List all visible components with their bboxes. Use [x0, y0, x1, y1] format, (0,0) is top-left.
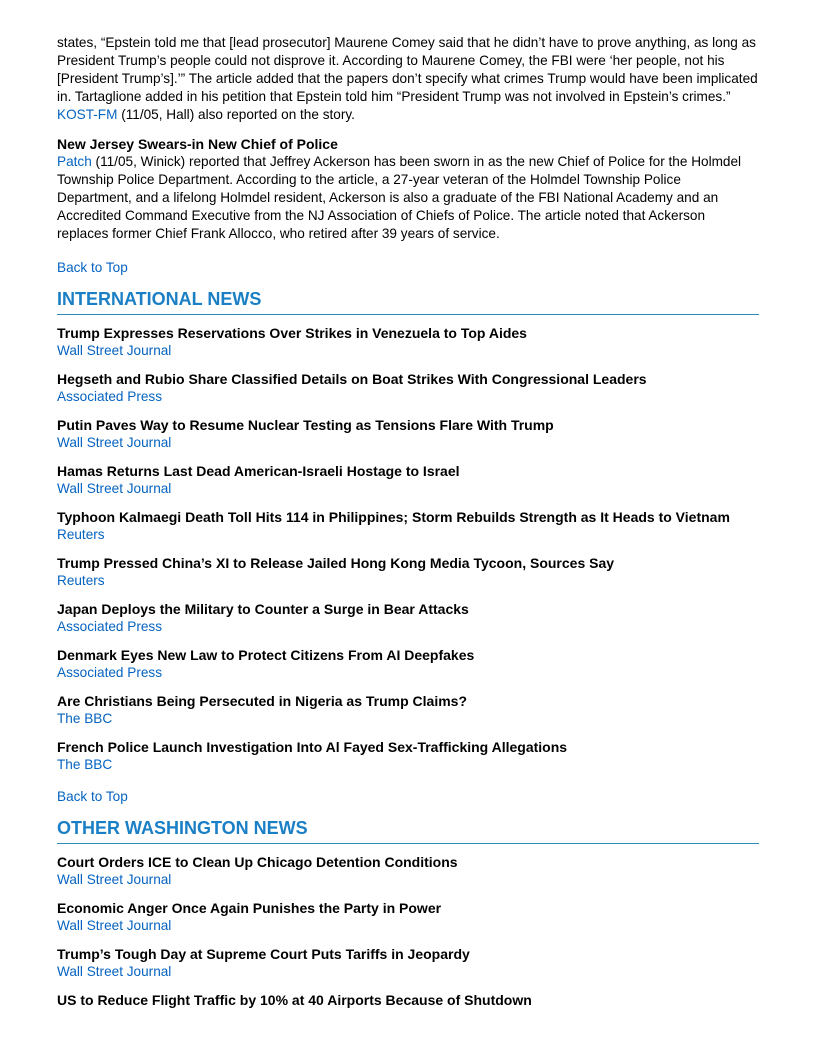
intro-text: states, “Epstein told me that [lead prosecutor] Maurene Comey said that he didn’t have to prove anything, as long as President Trump’s people could not disprove it. According to Maurene Comey, the FBI were ‘her people, not his [President Trump’s].’” The article added that the papers don’t specify what crimes Trump would have been implicated in. Tartaglione added in his petition that Epstein told him “President Trump was not involved in Epstein’s crimes.”: [57, 35, 758, 104]
list-item: [57, 554, 759, 590]
headline: Hamas Returns Last Dead American-Israeli Hostage to Israel: [57, 463, 460, 479]
nj-police-story: [57, 135, 759, 243]
list-item: [57, 600, 759, 636]
washington-news-list: [57, 853, 759, 1009]
list-item: [57, 899, 759, 935]
headline: Typhoon Kalmaegi Death Toll Hits 114 in Philippines; Storm Rebuilds Strength as It Heads to Vietnam: [57, 509, 730, 525]
list-item: [57, 370, 759, 406]
list-item: [57, 416, 759, 452]
back-to-top-link[interactable]: Back to Top: [57, 260, 128, 275]
headline: Putin Paves Way to Resume Nuclear Testing as Tensions Flare With Trump: [57, 417, 554, 433]
source-link[interactable]: Wall Street Journal: [57, 481, 172, 496]
list-item: [57, 462, 759, 498]
story-body: [57, 153, 759, 243]
list-item: [57, 738, 759, 774]
source-link[interactable]: Wall Street Journal: [57, 872, 172, 887]
headline: Denmark Eyes New Law to Protect Citizens From AI Deepfakes: [57, 647, 475, 663]
list-item: [57, 646, 759, 682]
source-link[interactable]: Associated Press: [57, 619, 163, 634]
list-item: [57, 324, 759, 360]
source-link[interactable]: Reuters: [57, 527, 105, 542]
headline: US to Reduce Flight Traffic by 10% at 40 Airports Because of Shutdown: [57, 992, 532, 1008]
headline: Hegseth and Rubio Share Classified Details on Boat Strikes With Congressional Leaders: [57, 371, 647, 387]
headline: Japan Deploys the Military to Counter a Surge in Bear Attacks: [57, 601, 469, 617]
headline: Trump’s Tough Day at Supreme Court Puts Tariffs in Jeopardy: [57, 946, 470, 962]
other-washington-news-heading: OTHER WASHINGTON NEWS: [57, 817, 759, 844]
international-news-heading: INTERNATIONAL NEWS: [57, 288, 759, 315]
list-item: [57, 991, 759, 1009]
list-item: [57, 692, 759, 728]
source-link[interactable]: Reuters: [57, 573, 105, 588]
source-link[interactable]: The BBC: [57, 711, 113, 726]
list-item: [57, 853, 759, 889]
source-link[interactable]: Wall Street Journal: [57, 435, 172, 450]
back-to-top-link[interactable]: Back to Top: [57, 789, 128, 804]
source-link[interactable]: The BBC: [57, 757, 113, 772]
intro-text-end: (11/05, Hall) also reported on the story.: [117, 107, 355, 122]
headline: Economic Anger Once Again Punishes the Party in Power: [57, 900, 442, 916]
newsletter-page: [57, 34, 759, 1019]
list-item: [57, 508, 759, 544]
kost-fm-link[interactable]: KOST-FM: [57, 107, 118, 122]
source-link[interactable]: Wall Street Journal: [57, 343, 172, 358]
headline: Are Christians Being Persecuted in Nigeria as Trump Claims?: [57, 693, 468, 709]
source-link[interactable]: Associated Press: [57, 665, 163, 680]
headline: French Police Launch Investigation Into Al Fayed Sex-Trafficking Allegations: [57, 739, 568, 755]
source-link[interactable]: Associated Press: [57, 389, 163, 404]
story-title: New Jersey Swears-in New Chief of Police: [57, 136, 338, 152]
list-item: [57, 945, 759, 981]
international-news-list: [57, 324, 759, 774]
headline: Trump Pressed China’s XI to Release Jailed Hong Kong Media Tycoon, Sources Say: [57, 555, 615, 571]
intro-paragraph: [57, 34, 759, 124]
patch-link[interactable]: Patch: [57, 154, 92, 169]
headline: Court Orders ICE to Clean Up Chicago Detention Conditions: [57, 854, 458, 870]
headline: Trump Expresses Reservations Over Strikes in Venezuela to Top Aides: [57, 325, 527, 341]
story-body-text: (11/05, Winick) reported that Jeffrey Ackerson has been sworn in as the new Chief of Police for the Holmdel Township Police Department. According to the article, a 27-year veteran of the Holmdel Township Police Department, and a lifelong Holmdel resident, Ackerson is also a graduate of the FBI National Academy and an Accredited Command Executive from the NJ Association of Chiefs of Police. The article noted that Ackerson replaces former Chief Frank Allocco, who retired after 39 years of service.: [57, 154, 742, 241]
source-link[interactable]: Wall Street Journal: [57, 964, 172, 979]
source-link[interactable]: Wall Street Journal: [57, 918, 172, 933]
